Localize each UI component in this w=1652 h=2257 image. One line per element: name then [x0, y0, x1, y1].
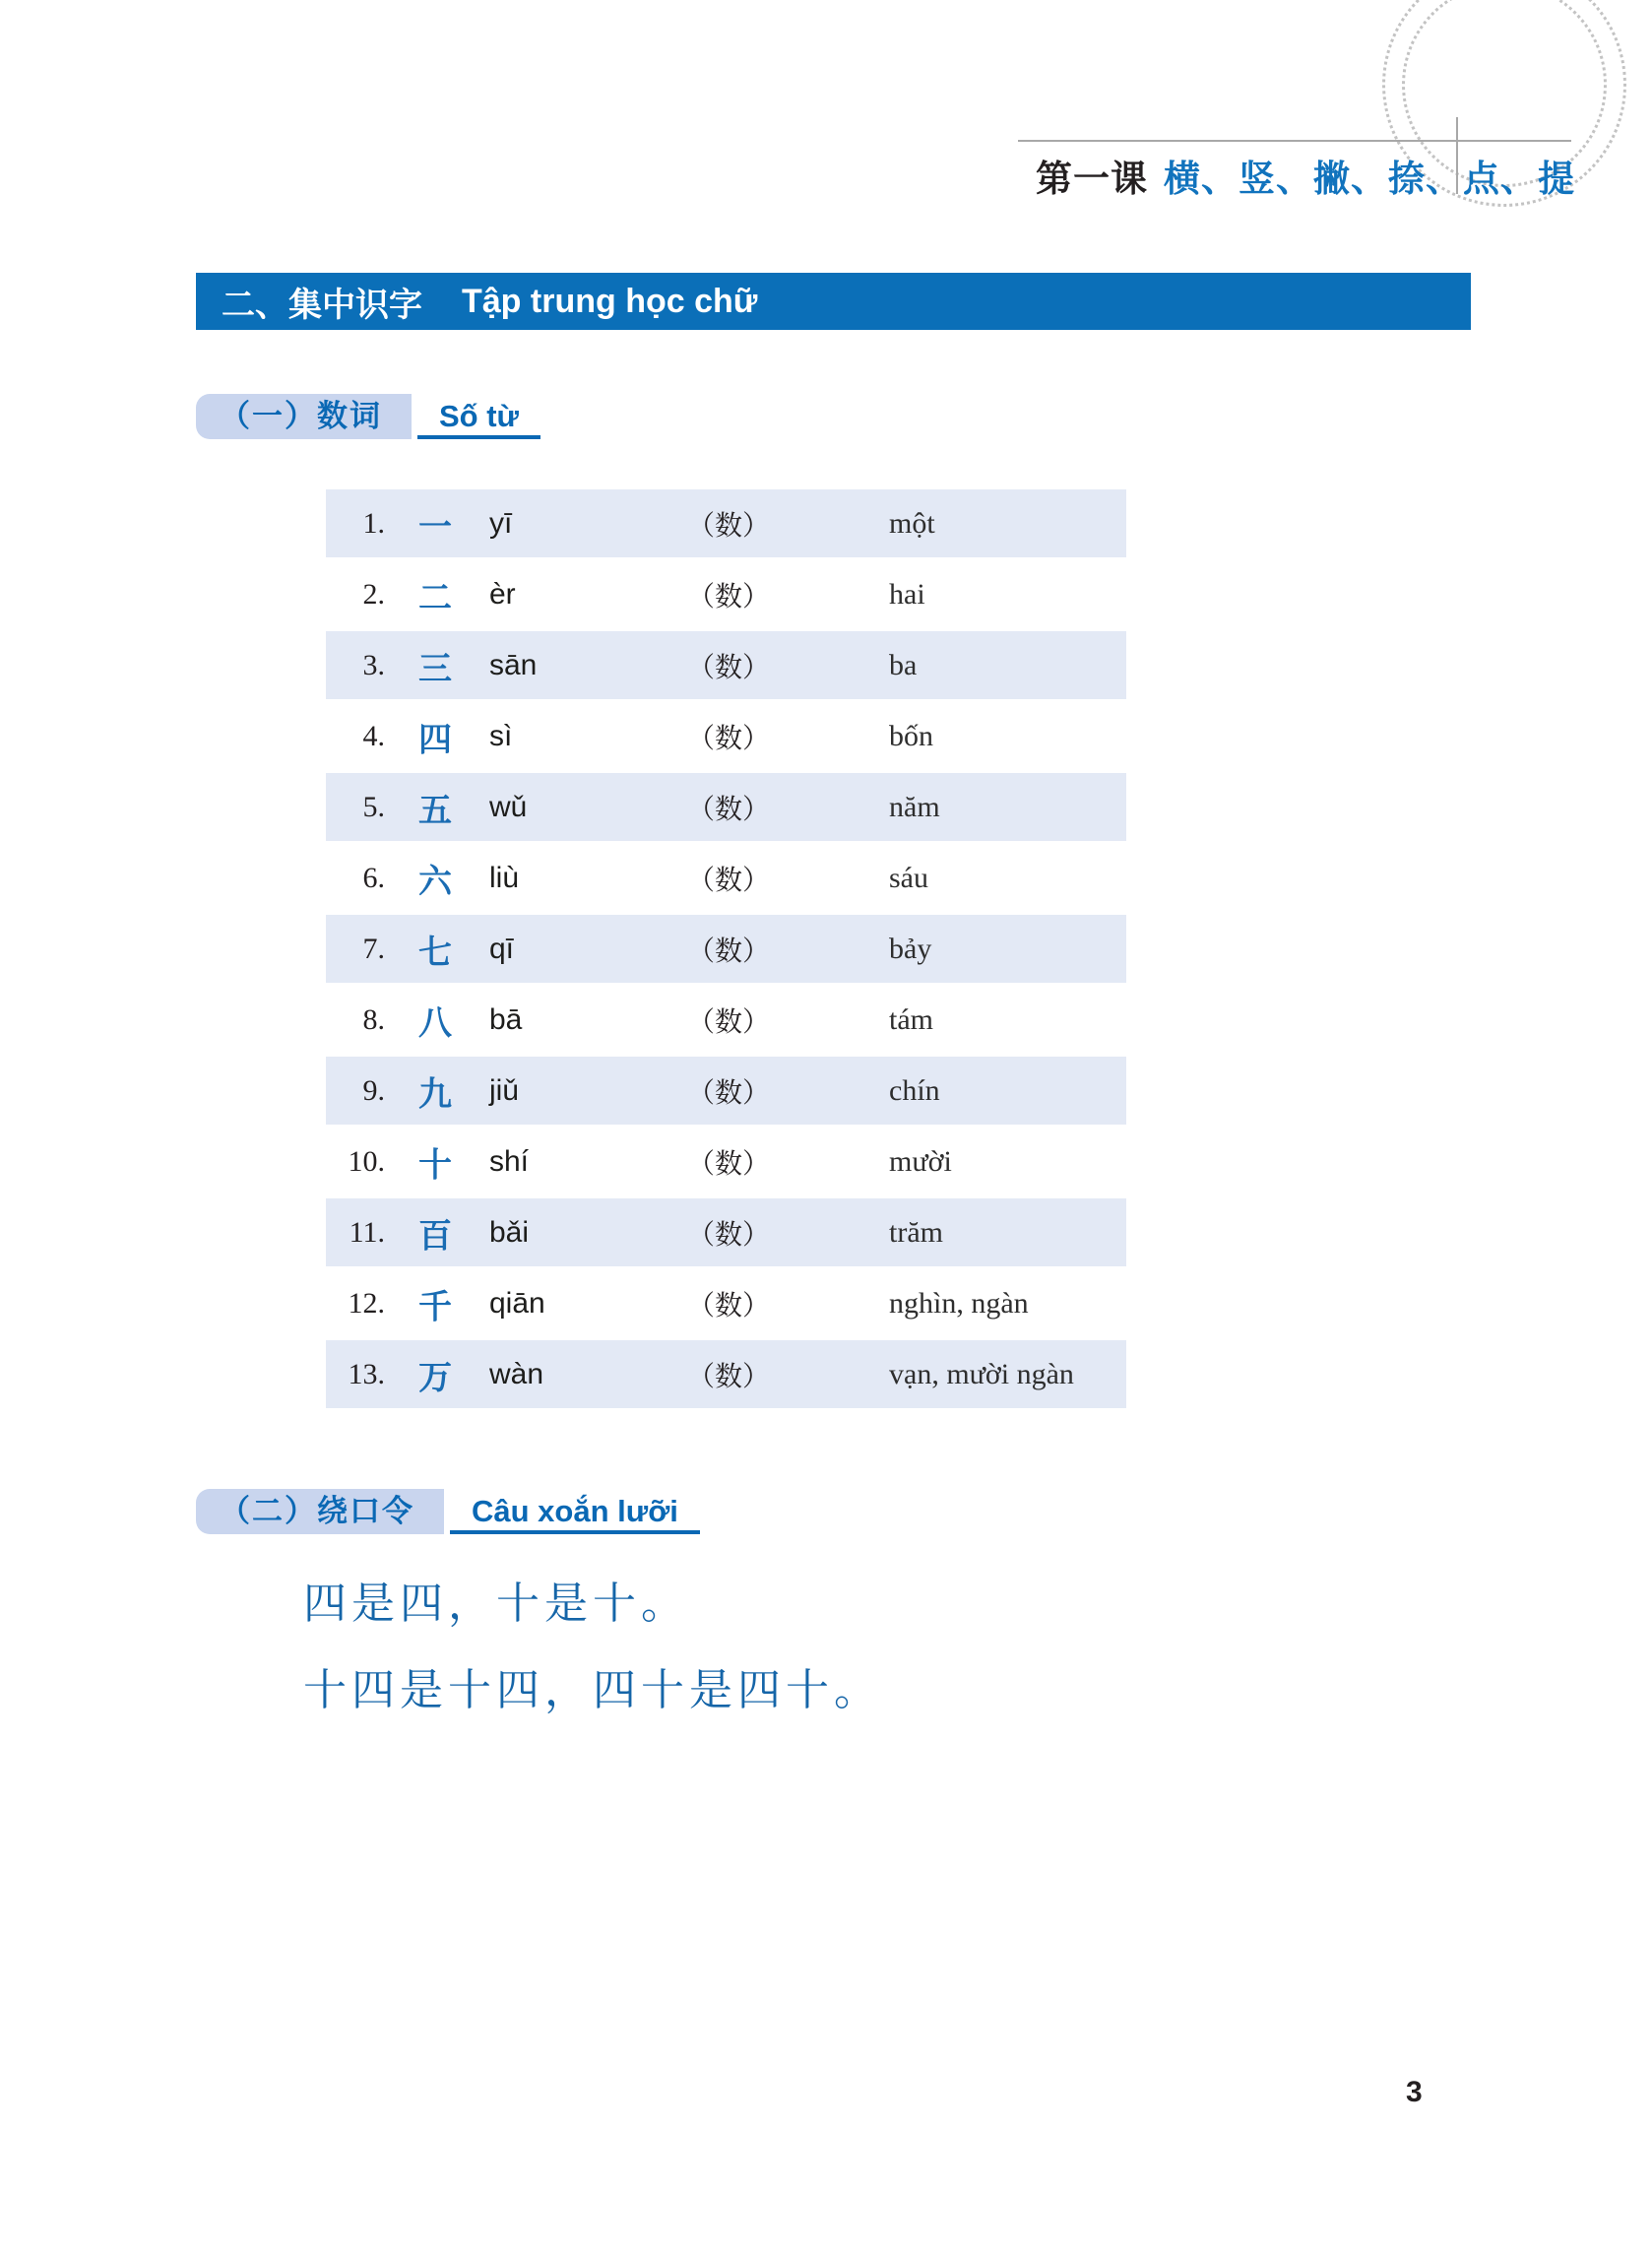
- tongue-twister-line: 十四是十四，四十是四十。: [303, 1665, 882, 1715]
- row-hanzi: 七: [418, 933, 452, 972]
- section-1-label-chinese: （一）数词: [196, 394, 412, 439]
- row-viet: bốn: [889, 719, 933, 752]
- lesson-title: 横、竖、撇、捺、点、提: [1164, 159, 1575, 199]
- row-number: 11.: [349, 1215, 385, 1249]
- row-hanzi: 五: [418, 791, 452, 830]
- row-viet: một: [889, 506, 935, 540]
- row-pinyin: yī: [489, 506, 513, 540]
- row-hanzi: 九: [418, 1074, 452, 1114]
- section-2-label-vietnamese: Câu xoắn lưỡi: [450, 1489, 700, 1534]
- row-pinyin: bā: [489, 1002, 523, 1036]
- row-viet: bảy: [889, 932, 932, 965]
- row-hanzi: 三: [418, 649, 452, 688]
- row-pos: （数）: [687, 1219, 771, 1251]
- row-number: 12.: [348, 1286, 385, 1320]
- row-hanzi: 百: [418, 1216, 452, 1256]
- row-pinyin: èr: [489, 577, 516, 611]
- row-number: 1.: [362, 506, 385, 540]
- row-viet: năm: [889, 790, 940, 823]
- section-1-header: [196, 394, 540, 439]
- row-pos: （数）: [687, 1006, 771, 1038]
- row-viet: hai: [889, 577, 925, 611]
- row-pos: （数）: [687, 652, 771, 683]
- row-pos: （数）: [687, 1290, 771, 1322]
- table-row: [326, 773, 1126, 841]
- row-pos: （数）: [687, 794, 771, 825]
- row-number: 2.: [362, 577, 385, 611]
- row-pos: （数）: [687, 1077, 771, 1109]
- decor-horizontal-rule: [1018, 140, 1571, 142]
- row-pos: （数）: [687, 1148, 771, 1180]
- section-banner: [196, 273, 1471, 330]
- table-row: [326, 986, 1126, 1054]
- row-number: 5.: [362, 790, 385, 823]
- row-pos: （数）: [687, 1361, 771, 1392]
- table-row: [326, 915, 1126, 983]
- row-hanzi: 万: [418, 1358, 452, 1397]
- banner-title-chinese: 二、集中识字: [222, 286, 422, 324]
- row-pinyin: wàn: [489, 1357, 544, 1390]
- table-row: [326, 1198, 1126, 1266]
- row-pinyin: liù: [489, 861, 520, 894]
- row-number: 6.: [362, 861, 385, 894]
- row-pinyin: sì: [489, 719, 513, 752]
- banner-title-vietnamese: Tập trung học chữ: [462, 282, 758, 320]
- row-viet: sáu: [889, 861, 928, 894]
- row-hanzi: 十: [418, 1145, 452, 1185]
- section-1-label-vietnamese: Số từ: [417, 394, 540, 439]
- page-number: 3: [1406, 2076, 1423, 2108]
- table-row: [326, 1128, 1126, 1195]
- row-number: 13.: [348, 1357, 385, 1390]
- row-hanzi: 二: [418, 578, 452, 617]
- table-row: [326, 1269, 1126, 1337]
- table-row: [326, 1340, 1126, 1408]
- row-number: 3.: [362, 648, 385, 681]
- tongue-twister-line: 四是四，十是十。: [303, 1579, 689, 1629]
- section-2-label-chinese: （二）绕口令: [196, 1489, 444, 1534]
- row-pos: （数）: [687, 510, 771, 542]
- row-viet: vạn, mười ngàn: [889, 1357, 1074, 1390]
- row-number: 9.: [362, 1073, 385, 1107]
- table-row: [326, 844, 1126, 912]
- table-row: [326, 489, 1126, 557]
- table-row: [326, 560, 1126, 628]
- row-number: 8.: [362, 1002, 385, 1036]
- row-hanzi: 一: [418, 507, 452, 547]
- row-pinyin: wǔ: [489, 790, 528, 823]
- row-viet: trăm: [889, 1215, 943, 1249]
- row-pos: （数）: [687, 723, 771, 754]
- section-2-header: [196, 1489, 700, 1534]
- row-number: 10.: [348, 1144, 385, 1178]
- row-number: 4.: [362, 719, 385, 752]
- row-hanzi: 千: [418, 1287, 452, 1326]
- row-hanzi: 四: [418, 720, 452, 759]
- row-pinyin: qī: [489, 932, 515, 965]
- table-row: [326, 702, 1126, 770]
- row-pos: （数）: [687, 865, 771, 896]
- row-viet: nghìn, ngàn: [889, 1286, 1029, 1320]
- row-viet: chín: [889, 1073, 940, 1107]
- row-viet: mười: [889, 1144, 952, 1178]
- table-row: [326, 1057, 1126, 1125]
- row-pinyin: jiǔ: [489, 1073, 520, 1107]
- row-viet: ba: [889, 648, 918, 681]
- vocab-table: [326, 489, 1126, 1411]
- row-pinyin: shí: [489, 1144, 530, 1178]
- table-row: [326, 631, 1126, 699]
- row-hanzi: 六: [418, 862, 452, 901]
- row-number: 7.: [362, 932, 385, 965]
- row-hanzi: 八: [418, 1003, 452, 1043]
- row-viet: tám: [889, 1002, 933, 1036]
- row-pinyin: bǎi: [489, 1215, 530, 1249]
- row-pos: （数）: [687, 581, 771, 613]
- lesson-header: [1036, 149, 1575, 202]
- lesson-number: 第一课: [1036, 159, 1148, 199]
- row-pinyin: sān: [489, 648, 538, 681]
- row-pos: （数）: [687, 935, 771, 967]
- row-pinyin: qiān: [489, 1286, 545, 1320]
